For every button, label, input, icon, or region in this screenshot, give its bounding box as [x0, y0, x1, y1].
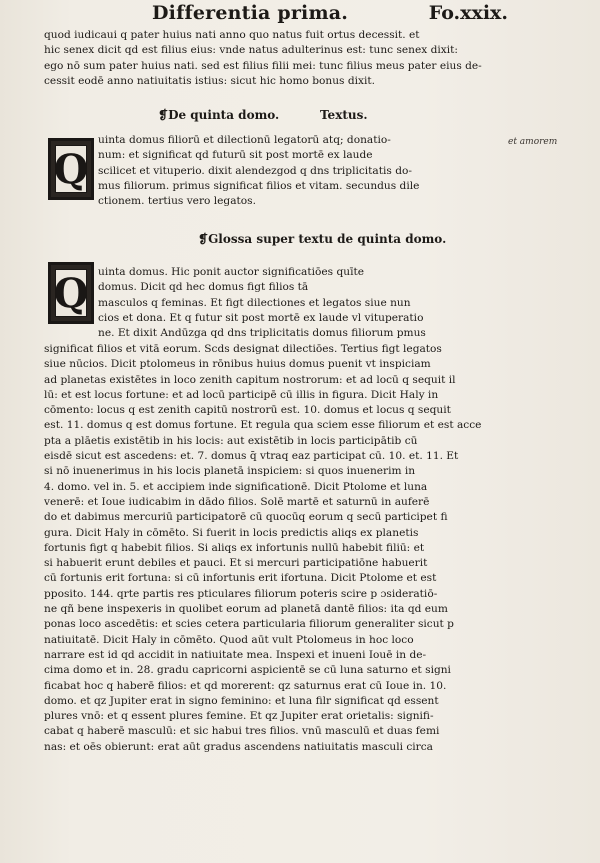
intro-line: cessit eodē anno natiuitatis istius: sicut hic homo bonus dixit. [44, 74, 376, 87]
textus-paragraph [98, 133, 503, 209]
glossa-indented-lines [98, 265, 506, 341]
glossa-line: pposito. 144. qrte partis res pticulares filiorum poteris scire p ɔsideratiō- [44, 587, 438, 600]
glossa-line: venerē: et Ioue iudicabim in dādo filios. Solē martē et saturnū in auferē [44, 495, 430, 508]
section-heading-glossa: ❡Glossa super textu de quinta domo. [198, 232, 447, 246]
glossa-line: domus. Dicit qd hec domus figt filios tā [98, 281, 309, 294]
folio-number: Fo.xxix. [428, 2, 508, 24]
textus-line: ctionem. tertius vero legatos. [98, 195, 256, 208]
intro-paragraph [44, 28, 506, 89]
textus-line: uinta domus filiorū et dilectionū legatorū atq; donatio- [98, 134, 391, 146]
glossa-line: fortunis figt q habebit filios. Si aliqs ex infortunis nullū habebit filiū: et [44, 541, 425, 554]
glossa-line: 4. domo. vel in. 5. et accipiem inde significationē. Dicit Ptolome et luna [44, 480, 428, 493]
glossa-line: ne. Et dixit Andūzga qd dns triplicitatis domus filiorum pmus [98, 327, 426, 340]
glossa-line: siue nūcios. Dicit ptolomeus in rōnibus huius domus puenit vt inspiciam [44, 358, 431, 371]
intro-line: ego nō sum pater huius nati. sed est filius filii mei: tunc filius meus pater eius de- [44, 59, 482, 72]
glossa-line: gura. Dicit Haly in cōmēto. Si fuerit in locis predictis aliqs ex planetis [44, 526, 419, 539]
glossa-line: cū fortunis erit fortuna: si cū infortunis erit ifortuna. Dicit Ptolome et est [44, 572, 437, 585]
decorated-initial: Q [48, 262, 94, 324]
intro-line: quod iudicaui q pater huius nati anno quo natus fuit ortus decessit. et [44, 29, 420, 41]
glossa-line: si nō inuenerimus in his locis planetā inspiciem: si quos inuenerim in [44, 465, 416, 478]
glossa-line: ne qñ bene inspexeris in quolibet eorum ad planetā dantē filios: ita qd eum [44, 603, 448, 616]
glossa-line: eisdē sicut est ascedens: et. 7. domus q̄ vtraq eaz participat cū. 10. et. 11. Et [44, 450, 459, 463]
glossa-line: masculos q feminas. Et figt dilectiones et legatos siue nun [98, 296, 411, 309]
glossa-paragraph [44, 342, 506, 755]
glossa-line: lū: et est locus fortune: et ad locū participē cū illis in figura. Dicit Haly in [44, 388, 439, 401]
glossa-line: do et dabimus mercuriū participatorē cū quocūq eorum q secū participet fi [44, 511, 448, 524]
glossa-line: ad planetas existētes in loco zenith capitum nostrorum: et ad locū q sequit il [44, 373, 456, 386]
margin-annotation: et amorem [508, 137, 558, 147]
glossa-line: ficabat hoc q haberē filios: et qd morerent: qz saturnus erat cū Ioue in. 10. [44, 679, 447, 692]
glossa-line: significat filios et vitā eorum. Scds designat dilectiōes. Tertius figt legatos [44, 343, 442, 355]
glossa-line: natiuitatē. Dicit Haly in cōmēto. Quod aūt vult Ptolomeus in hoc loco [44, 633, 414, 646]
glossa-line: pta a plāetis existētib in his locis: aut existētib in locis participātib cū [44, 434, 418, 447]
glossa-line: cōmento: locus q est zenith capitū nostrorū est. 10. domus et locus q sequit [44, 404, 451, 417]
textus-line: mus filiorum. primus significat filios et vitam. secundus dile [98, 179, 420, 192]
glossa-line: narrare est id qd accidit in natiuitate mea. Inspexi et inueni Iouē in de- [44, 648, 427, 661]
paragraph-mark-icon: ❡ [198, 232, 209, 246]
paragraph-mark-icon: ❡ [158, 108, 169, 122]
glossa-line: est. 11. domus q est domus fortune. Et regula qua sciem esse filiorum et est acce [44, 419, 482, 432]
glossa-line: cabat q haberē masculū: et sic habui tres filios. vnū masculū et duas femi [44, 725, 440, 738]
textus-line: num: et significat qd futurū sit post mortē ex laude [98, 149, 373, 162]
glossa-line: cima domo et in. 28. gradu capricorni aspicientē se cū luna saturno et signi [44, 664, 451, 677]
glossa-line: si habuerit erunt debiles et pauci. Et si mercuri participatiōne habuerit [44, 557, 428, 570]
running-title: Differentia prima. [152, 2, 349, 24]
textus-line: scilicet et vituperio. dixit alendezgod q dns triplicitatis do- [98, 164, 412, 177]
glossa-line: domo. et qz Jupiter erat in signo feminino: et luna filr significat qd essent [44, 694, 439, 707]
decorated-initial: Q [48, 138, 94, 200]
glossa-line: cios et dona. Et q futur sit post mortē ex laude vl vituperatio [98, 311, 424, 324]
glossa-line: nas: et oēs obierunt: erat aūt gradus ascendens natiuitatis masculi circa [44, 740, 433, 753]
glossa-line: ponas loco ascedētis: et scies cetera particularia filiorum generaliter sicut p [44, 618, 454, 631]
glossa-line: plures vnō: et q essent plures femine. Et qz Jupiter erat orietalis: signifi- [44, 710, 434, 723]
section-heading-quinta-domo: ❡De quinta domo. [158, 108, 280, 122]
intro-line: hic senex dicit qd est filius eius: vnde natus adulterinus est: tunc senex dixit: [44, 44, 458, 57]
glossa-line: uinta domus. Hic ponit auctor significatiōes quīte [98, 266, 364, 278]
text-subheading: Textus. [320, 108, 368, 122]
